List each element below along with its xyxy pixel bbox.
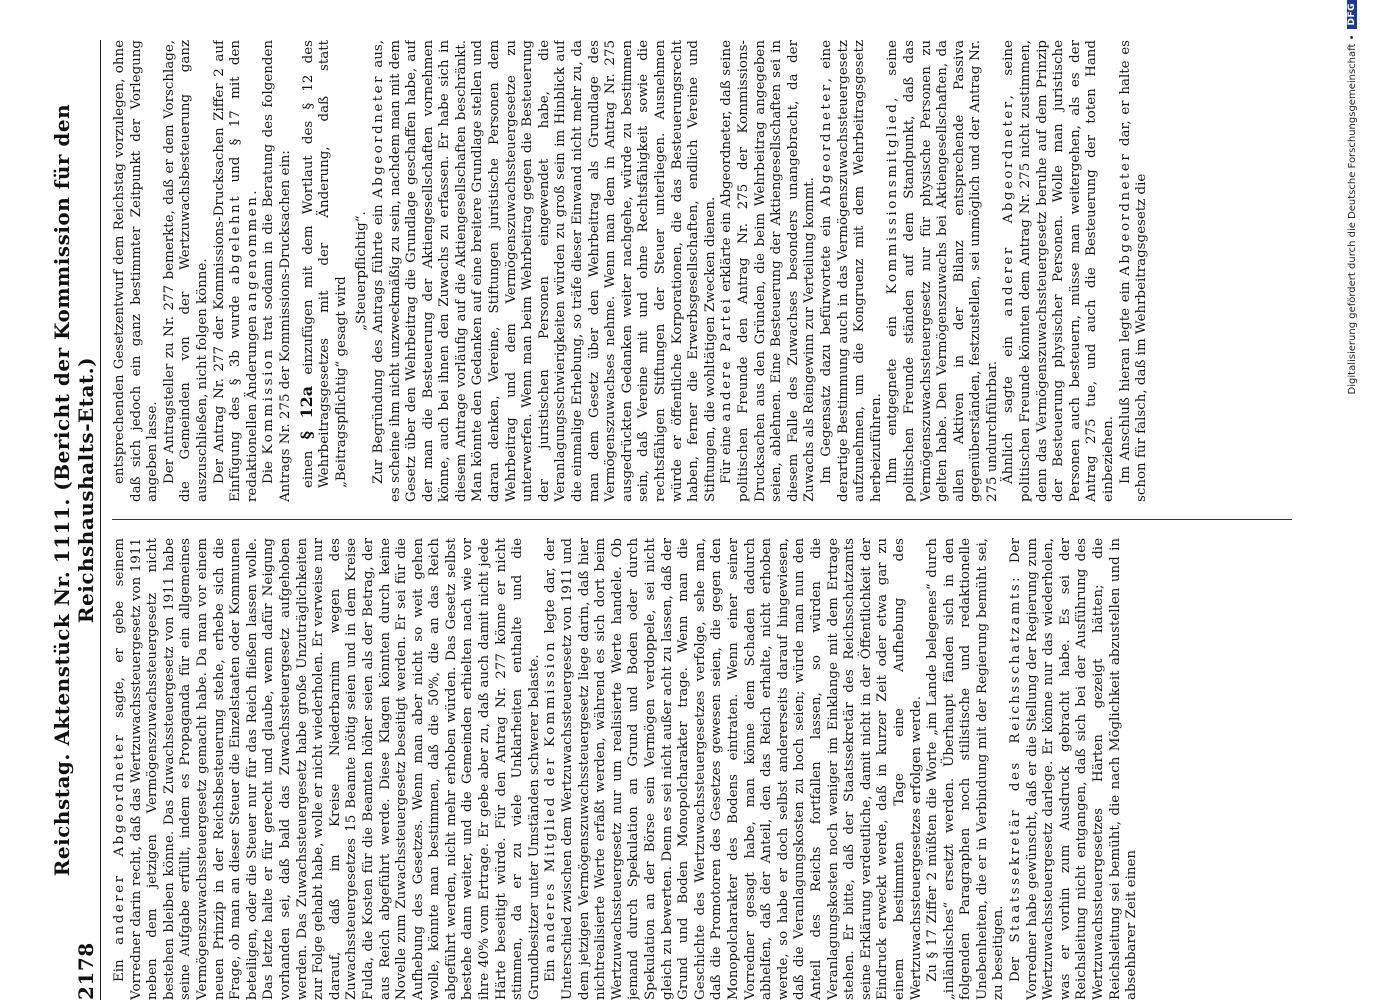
paragraph: Der Antragsteller zu Nr. 277 bemerkte, daß er dem Vorschlage, die Gemeinden von der Wertzuwachsbesteuerung ganz auszuschließen, nicht folgen könne.: [161, 40, 210, 502]
paragraph: Ein anderer Abgeordneter sagte, er gebe seinem Vorredner darin recht, daß das Wertzuwachssteuergesetz von 1911 neben dem jetzigen Vermögenszuwachssteuergesetz nicht bestehen bleiben könne. Das Zuwachssteuergesetz von 1911 habe seine Aufgabe erfüllt, indem es Propaganda für ein allgemeines Vermögenszuwachssteuergesetz gemacht habe. Da man vor einem neuen Prinzip in der Reichsbesteuerung stehe, erhebe sich die Frage, ob man an dieser Steuer die Einzelstaaten oder Kommunen beteiligen, oder die Steuer nur für das Reich fließen lassen wolle. Das letzte halte er für gerecht und glaube, wenn dafür Neigung vorhanden sei, daß bald das Zuwachssteuergesetz aufgehoben werden. Das Zuwachssteuergesetz habe große Unzuträglichkeiten zur Folge gehabt habe, wolle er nicht wiederholen. Er verweise nur darauf, daß im Kreise Niederbarnim wegen des Zuwachssteuergesetzes 15 Beamte nötig seien und in dem Kreise Fulda, die Kosten für die Beamten höher seien als der Betrag, der aus Reich abgeführt werde. Diese Klagen könnten durch keine Novelle zum Zuwachssteuergesetz beseitigt werden. Er sei für die Aufhebung des Gesetzes. Wenn man aber nicht so weit gehen wolle, könnte man bestimmen, daß die 50%, die an das Reich abgeführt werden, nicht mehr erhoben würden. Das Gesetz selbst bestehe dann weiter, und die Gemeinden erhielten nach wie vor ihre 40% vom Ertrage. Er gebe aber zu, daß auch damit nicht jede Härte beseitigt würde. Für den Antrag Nr. 277 könne er nicht stimmen, da er zu viele Unklarheiten enthalte und die Grundbesitzer unter Umständen schwerer belaste.: [112, 538, 542, 1000]
paragraph: Die Kommission trat sodann in die Beratung des folgenden Antrags Nr. 275 der Kommissions-Drucksachen ein:: [261, 40, 293, 502]
quoted-motion: einen § 12a einzufügen mit dem Wortlaut des § 12 des Wehrbeitragsgesetzes mit der Änderung, daß statt „Beitragspflichtig“ gesagt wird: [296, 40, 349, 488]
quoted-motion-term: „Steuerpflichtig“.: [354, 211, 370, 331]
paragraph: Zu § 17 Ziffer 2 müßten die Worte „im Lande belegenes“ durch „inländisches“ ersetzt werden. Überhaupt fänden sich in den folgenden Paragraphen noch stilistische und redaktionelle Unebenheiten, die er in Verbindung mit der Regierung bemüht sei, zu beseitigen.: [925, 538, 1007, 1000]
rotated-document-page: [50, 40, 1310, 1000]
left-column: [112, 538, 1292, 1000]
paragraph: Im Gegensatz dazu befürwortete ein Abgeordneter, eine derartige Bestimmung auch in das Vermögenszuwachssteuergesetz aufzunehmen, um die Kongruenz mit dem Wehrbeitragsgesetz herbeizuführen.: [818, 40, 884, 502]
right-column: [112, 40, 1292, 502]
paragraph: Der Staatssekretär des Reichsschatzamts: Der Vorredner habe gewünscht, daß er die Stellung der Regierung zum Wertzuwachssteuergesetz darlege. Er könne nur das wiederholen, was er vorhin zum Ausdruck gebracht habe. Es sei der Reichsleitung nicht entgangen, daß sich bei der Ausführung des Wertzuwachssteuergesetzes Härten gezeigt hätten; die Reichsleitung sei bemüht, die nach Möglichkeit abzustellen und in absehbarer Zeit einen: [1008, 538, 1140, 1000]
paragraph: Der Antrag Nr. 277 der Kommissions-Drucksachen Ziffer 2 auf Einfügung des § 3b wurde abgelehnt und § 17 mit den redaktionellen Änderungen angenommen.: [211, 40, 260, 502]
text-columns: [112, 40, 1292, 1000]
page-header-title: Reichstag. Aktenstück Nr. 1111. (Bericht der Kommission für den Reichshaushalts-Etat.): [50, 103, 98, 877]
paragraph: Für eine andere Partei erklärte ein Abgeordneter, daß seine politischen Freunde den Antrag Nr. 275 der Kommissions-Drucksachen aus den Gründen, die beim Wehrbeitrag angegeben seien, ablehnen. Eine Besteuerung der Aktiengesellschaften sei in diesem Falle des Zuwachses besonders unangebracht, da der Zuwachs als Reingewinn zur Verteilung kommt.: [719, 40, 818, 502]
paragraph: Ein anderes Mitglied der Kommission legte dar, der Unterschied zwischen dem Wertzuwachssteuergesetz von 1911 und dem jetzigen Vermögenszuwachssteuergesetz liege darin, daß hier nichtrealisierte Werte erfaßt werden, während es sich dort beim Wertzuwachssteuergesetz nur um realisierte Werte handele. Ob jemand durch Spekulation an Grund und Boden oder durch Spekulation an der Börse sein Vermögen verdoppele, sei nicht gleich zu bewerten. Denn es sei nicht außer acht zu lassen, daß der Grund und Boden Monopolcharakter trage. Wenn man die Geschichte des Wertzuwachssteuergesetzes verfolge, sehe man, daß die Promotoren des Gesetzes gewesen seien, die gegen den Monopolcharakter des Bodens eintraten. Wenn einer seiner Vorredner gesagt habe, man könne dem Schaden dadurch abhelfen, daß der Anteil, den das Reich erhalte, nicht erhoben werde, so habe er doch selbst andererseits darauf hingewiesen, daß die Veranlagungskosten zu hoch seien; würde man nun den Anteil des Reichs fortfallen lassen, so würden die Veranlagungskosten noch weniger im Einklange mit dem Ertrage stehen. Er bitte, daß der Staatssekretär des Reichsschatzamts seine Erklärung verdeutliche, damit nicht in der Öffentlichkeit der Eindruck erweckt werde, daß in kurzer Zeit oder etwa gar zu einem bestimmten Tage eine Aufhebung des Wertzuwachssteuergesetzes erfolgen werde.: [543, 538, 924, 1000]
page-number: 2178: [74, 942, 98, 1000]
digitization-credit: [1345, 0, 1359, 1000]
column-divider: [112, 520, 1292, 521]
paragraph: Im Anschluß hieran legte ein Abgeordneter dar, er halte es schon für falsch, daß im Wehrbeitragsgesetz die: [1117, 40, 1150, 502]
paragraph: entsprechenden Gesetzentwurf dem Reichstag vorzulegen, ohne daß sich jedoch ein ganz bestimmter Zeitpunkt der Vorlegung angeben lasse.: [112, 40, 161, 502]
paragraph: Ihm entgegnete ein Kommissionsmitglied, seine politischen Freunde ständen auf dem Standpunkt, daß das Vermögenszuwachssteuergesetz nur für physische Personen zu gelten habe. Den Vermögenszuwachs bei Aktiengesellschaften, da allen Aktiven in der Bilanz entsprechende Passiva gegenüberständen, festzustellen, sei unmöglich und der Antrag Nr. 275 undurchführbar.: [885, 40, 1000, 502]
credit-text: Digitalisierung gefördert durch die Deutsche Forschungsgemeinschaft •: [1346, 34, 1358, 395]
paragraph: Zur Begründung des Antrags führte ein Abgeordneter aus, es scheine ihm nicht unzweckmäßig zu sein, nachdem man mit dem Gesetz über den Wehrbeitrag die Grundlage geschaffen habe, auf der man die Besteuerung der Aktiengesellschaften vornehmen könne, auch bei ihnen den Zuwachs zu erfassen. Er habe sich in diesem Antrage vorläufig auf die Aktiengesellschaften beschränkt. Man könnte den Gedanken auf eine breitere Grundlage stellen und daran denken, Vereine, Stiftungen juristische Personen dem Wehrbeitrag und dem Vermögenszuwachssteuergesetze zu unterwerfen. Wenn man beim Wehrbeitrag gegen die Besteuerung der juristischen Personen eingewendet habe, die Veranlagungsschwierigkeiten würden zu groß sein im Hinblick auf die einmalige Erhebung, so träfe dieser Einwand nicht mehr zu, da man dem Gesetz über den Wehrbeitrag als Grundlage des Vermögenszuwachses nehme. Wenn man dem in Antrag Nr. 275 ausgedrückten Gedanken weiter nachgehe, würde zu bestimmen sein, daß Vereine mit und ohne Rechtsfähigkeit sowie die rechtsfähigen Stiftungen der Steuer unterliegen. Ausnehmen würde er öffentliche Korporationen, die das Besteuerungsrecht haben, ferner die Erwerbsgesellschaften, endlich Vereine und Stiftungen, die wohltätigen Zwecken dienen.: [370, 40, 718, 502]
running-head: [50, 40, 98, 1000]
paragraph: Ähnlich sagte ein anderer Abgeordneter, seine politischen Freunde könnten dem Antrag Nr. 275 nicht zustimmen, denn das Vermögenszuwachssteuergesetz beruhe auf dem Prinzip der Besteuerung physischer Personen. Wolle man juristische Personen auch besteuern, müsse man weitergehen, als es der Antrag 275 tue, und auch die Besteuerung der toten Hand einbeziehen.: [1001, 40, 1117, 502]
dfg-logo: DFG: [1347, 0, 1357, 29]
header-rule: [100, 40, 101, 1000]
